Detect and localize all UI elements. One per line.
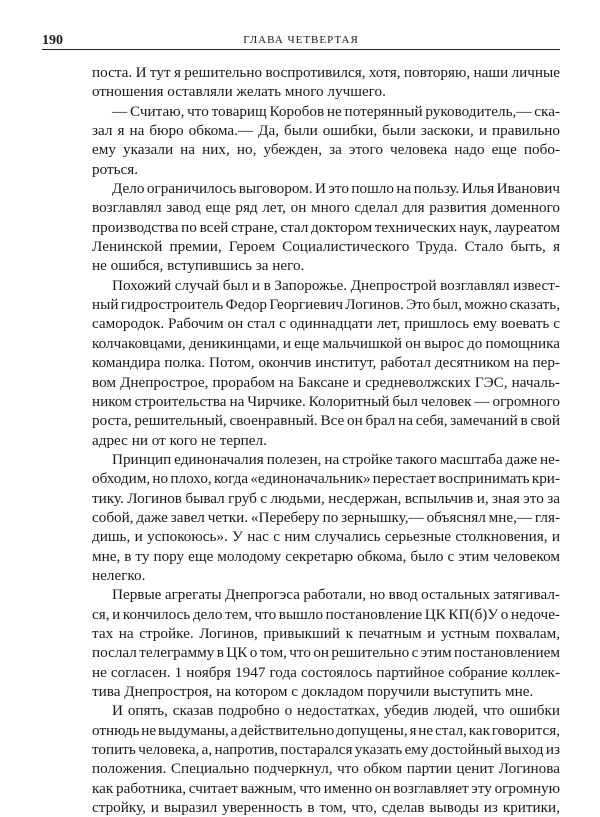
text-line [92, 411, 560, 430]
text-line-content: Похожий случай был и в Запорожье. Днепрострой возглавлял извест- [112, 276, 560, 294]
text-line-content: отношения оставляли желать много лучшего. [92, 83, 386, 101]
text-line-content: адрес ни от кого не терпел. [92, 431, 267, 449]
text-line-content: И опять, сказав подробно о недостатках, убедив людей, что ошибки [112, 702, 560, 720]
text-line-content: дишь, и успокоюсь». У нас с ним случались серьезные столкновения, и [92, 528, 560, 546]
text-line [92, 121, 560, 140]
text-line-content: ся, и кончилось дело тем, что вышло постановление ЦК КП(б)У о недоче- [92, 605, 560, 623]
text-line [92, 682, 560, 701]
text-line [92, 373, 560, 392]
text-line [92, 701, 560, 720]
text-line-content: положения. Специально подчеркнул, что обком партии ценит Логинова [92, 760, 560, 778]
text-line-content: Первые агрегаты Днепрогэса работали, но ввод остальных затягивал- [112, 586, 560, 604]
text-line-content: нелегко. [92, 566, 146, 584]
text-line-content: стройку, и выразил уверенность в том, что, сделав выводы из критики, [92, 799, 560, 817]
text-line [92, 547, 560, 566]
text-line-content: мне, в ту пору еще молодому секретарю обкома, было с этим человеком [92, 547, 560, 565]
text-line-content: самородок. Рабочим он стал с одиннадцати лет, пришлось ему воевать с [92, 315, 560, 333]
text-line [92, 82, 560, 101]
text-line [92, 314, 560, 333]
text-line [92, 276, 560, 295]
text-line [92, 160, 560, 179]
text-line-content: тику. Логинов бывал груб с людьми, несдержан, вспыльчив и, зная это за [92, 489, 560, 507]
text-line [92, 237, 560, 256]
page-number: 190 [42, 33, 63, 48]
text-line-content: обходим, но плохо, когда «единоначальник» перестает воспринимать кри- [92, 470, 560, 488]
text-line-content: — Считаю, что товарищ Коробов не потерянный руководитель,— ска- [112, 102, 560, 120]
text-line [92, 489, 560, 508]
text-line [92, 450, 560, 469]
text-line-content: послал телеграмму в ЦК о том, что он решительно с этим постановлением [92, 644, 560, 662]
running-header [42, 31, 560, 50]
text-line [92, 256, 560, 275]
text-line-content: Дело ограничилось выговором. И это пошло на пользу. Илья Иванович [112, 180, 560, 198]
text-line-content: командира полка. Потом, окончив институт, работал десятником на пер- [92, 354, 560, 372]
text-line [92, 431, 560, 450]
text-line [92, 779, 560, 798]
text-line [92, 643, 560, 662]
text-line-content: тах на стройке. Логинов, привыкший к печатным и устным похвалам, [92, 624, 560, 642]
text-line-content: собой, даже завел четки. «Переберу по зернышку,— объяснял мне,— гля- [92, 508, 560, 526]
text-line-content: производства по всей стране, стал доктором технических наук, лауреатом [92, 218, 560, 236]
text-line-content: зал я на бюро обкома.— Да, были ошибки, были заскоки, и правильно [92, 122, 560, 140]
text-line [92, 721, 560, 740]
text-line-content: тива Днепростроя, на котором с докладом поручили выступить мне. [92, 683, 534, 700]
text-line-content: ему указали на них, но, убежден, за этого человека надо еще побо- [92, 141, 560, 159]
text-line-content: отнюдь не выдуманы, а действительно допущены, я не стал, как говорится, [92, 721, 560, 739]
text-line-content: колчаковцами, деникинцами, и еще мальчишкой он вырос до помощника [92, 334, 560, 352]
text-line-content: Ленинской премии, Героем Социалистического Труда. Стало быть, я [92, 238, 560, 256]
text-line [92, 759, 560, 778]
text-line-content: Принцип единоначалия полезен, на стройке такого масштаба даже не- [112, 450, 560, 468]
text-line [92, 527, 560, 546]
text-line-content: вом Днепрострое, прорабом на Баксане и средневолжских ГЭС, началь- [92, 373, 560, 391]
text-line [92, 624, 560, 643]
text-line-content: ный гидростроитель Федор Георгиевич Логинов. Это был, можно сказать, [92, 296, 560, 314]
text-line-content: роться. [92, 160, 139, 178]
text-line-content: не согласен. 1 ноября 1947 года состоялось партийное собрание коллек- [92, 663, 560, 681]
chapter-title: ГЛАВА ЧЕТВЕРТАЯ [243, 34, 359, 46]
page-body-text [92, 63, 560, 817]
text-line [92, 469, 560, 488]
text-line-content: возглавлял завод еще ряд лет, он много сделал для развития доменного [92, 199, 560, 217]
text-line-content: как работника, считает важным, что именно он возглавляет эту огромную [92, 779, 560, 797]
text-line [92, 334, 560, 353]
text-line-content: не ошибся, вступившись за него. [92, 257, 305, 275]
text-line [92, 140, 560, 159]
text-line [92, 508, 560, 527]
text-line [92, 295, 560, 314]
text-line [92, 585, 560, 604]
text-line-content: роста, решительный, своенравный. Все он брал на себя, замечаний в свой [92, 412, 560, 430]
text-line [92, 179, 560, 198]
text-line [92, 605, 560, 624]
text-line [92, 798, 560, 817]
text-line [92, 198, 560, 217]
text-line [92, 353, 560, 372]
text-line [92, 218, 560, 237]
text-line [92, 663, 560, 682]
text-line-content: топить человека, а, напротив, постарался указать ему достойный выход из [92, 741, 560, 759]
text-line-content: ником строительства на Чирчике. Колоритный был человек — огромного [92, 392, 560, 410]
text-line [92, 392, 560, 411]
text-line [92, 102, 560, 121]
text-line [92, 566, 560, 585]
text-line-content: поста. И тут я решительно воспротивился, хотя, повторяю, наши личные [92, 64, 560, 81]
text-line [92, 63, 560, 82]
